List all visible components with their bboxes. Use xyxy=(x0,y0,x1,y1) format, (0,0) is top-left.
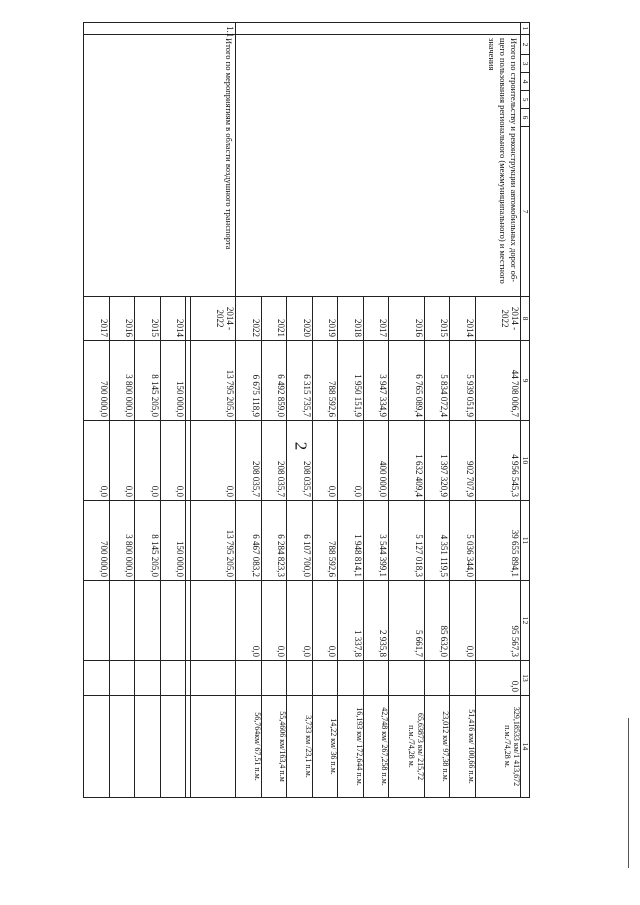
year-cell: 2019 xyxy=(312,297,338,341)
year-cell: 2016 xyxy=(389,297,424,341)
value-cell: 5 661,7 xyxy=(389,581,424,661)
section-title: Итого по строительству и реконструкции автомобильных дорог об-щего пользования регионального (межмуниципального) и местного значения xyxy=(236,35,520,297)
value-cell: 788 592,6 xyxy=(312,341,338,421)
value-cell: 3 947 334,9 xyxy=(363,341,389,421)
col-header: 1 xyxy=(520,23,529,35)
col-header: 6 xyxy=(520,109,529,127)
value-cell: 4 351 119,5 xyxy=(424,501,450,581)
value-cell: 902 707,9 xyxy=(450,421,476,501)
value-cell: 208 035,7 xyxy=(287,421,313,501)
table-row xyxy=(475,23,520,798)
col-header: 4 xyxy=(520,73,529,91)
col-header: 10 xyxy=(520,421,529,501)
period-cell: 2014 - 2022 xyxy=(191,297,236,341)
value-cell: 208 035,7 xyxy=(261,421,287,501)
value-cell: 6 467 083,2 xyxy=(236,501,262,581)
value-cell xyxy=(424,661,450,696)
value-cell: 6 284 823,3 xyxy=(261,501,287,581)
length-cell: 51,416 км/ 100,66 п.м. xyxy=(450,696,476,798)
value-cell: 0,0 xyxy=(236,581,262,661)
value-cell: 700 000,0 xyxy=(84,501,110,581)
value-cell: 0,0 xyxy=(84,421,110,501)
col-header: 8 xyxy=(520,297,529,341)
value-cell: 39 655 894,1 xyxy=(475,501,520,581)
length-cell xyxy=(191,696,236,798)
col-header: 13 xyxy=(520,661,529,696)
value-cell: 3 800 000,0 xyxy=(109,501,135,581)
value-cell xyxy=(312,661,338,696)
value-cell: 0,0 xyxy=(261,581,287,661)
value-cell: 1 950 151,9 xyxy=(338,341,364,421)
value-cell: 208 035,7 xyxy=(236,421,262,501)
length-cell: 14,22 км/ 36 п.м. xyxy=(312,696,338,798)
year-cell: 2022 xyxy=(236,297,262,341)
value-cell: 6 675 118,9 xyxy=(236,341,262,421)
section-title: Итого по мероприятиям в области воздушного транспорта xyxy=(84,35,236,297)
length-cell: 56,764км/ 67,51 п.м. xyxy=(236,696,262,798)
year-cell: 2015 xyxy=(424,297,450,341)
value-cell: 6 492 859,0 xyxy=(261,341,287,421)
value-cell: 1 632 409,4 xyxy=(389,421,424,501)
value-cell: 0,0 xyxy=(135,421,161,501)
value-cell: 4 956 545,3 xyxy=(475,421,520,501)
value-cell: 5 036 344,0 xyxy=(450,501,476,581)
value-cell: 0,0 xyxy=(312,581,338,661)
column-number-row xyxy=(520,23,529,798)
value-cell: 0,0 xyxy=(109,421,135,501)
rotated-table-container xyxy=(83,22,530,797)
value-cell: 8 145 205,0 xyxy=(135,341,161,421)
value-cell: 0,0 xyxy=(287,581,313,661)
table-row xyxy=(191,23,236,798)
value-cell: 5 834 072,4 xyxy=(424,341,450,421)
col-header: 12 xyxy=(520,581,529,661)
value-cell xyxy=(450,661,476,696)
value-cell: 6 765 089,4 xyxy=(389,341,424,421)
length-cell: 3,733 км /23,1 п.м. xyxy=(287,696,313,798)
value-cell: 0,0 xyxy=(475,661,520,696)
value-cell xyxy=(363,661,389,696)
value-cell: 0,0 xyxy=(312,421,338,501)
year-cell: 2016 xyxy=(109,297,135,341)
scan-edge-line xyxy=(628,718,629,868)
length-cell: 23,012 км/ 97,38 п.м. xyxy=(424,696,450,798)
value-cell: 1 948 814,1 xyxy=(338,501,364,581)
value-cell: 0,0 xyxy=(450,581,476,661)
value-cell: 13 795 205,0 xyxy=(191,501,236,581)
year-cell: 2021 xyxy=(261,297,287,341)
value-cell: 6 107 700,0 xyxy=(287,501,313,581)
value-cell: 5 127 018,3 xyxy=(389,501,424,581)
value-cell: 700 000,0 xyxy=(84,341,110,421)
value-cell: 150 000,0 xyxy=(160,341,186,421)
year-cell: 2017 xyxy=(363,297,389,341)
value-cell: 1 337,8 xyxy=(338,581,364,661)
value-cell: 0,0 xyxy=(160,421,186,501)
value-cell: 788 592,6 xyxy=(312,501,338,581)
col-header: 2 xyxy=(520,35,529,55)
year-cell: 2020 xyxy=(287,297,313,341)
value-cell: 3 800 000,0 xyxy=(109,341,135,421)
value-cell: 13 795 205,0 xyxy=(191,341,236,421)
value-cell: 6 315 735,7 xyxy=(287,341,313,421)
col-header: 9 xyxy=(520,341,529,421)
length-cell: 329,18533 км/1 413,672 п.м./74,28 м. xyxy=(475,696,520,798)
value-cell: 150 000,0 xyxy=(160,501,186,581)
year-cell: 2018 xyxy=(338,297,364,341)
year-cell: 2017 xyxy=(84,297,110,341)
value-cell: 3 544 399,1 xyxy=(363,501,389,581)
value-cell: 1 397 320,9 xyxy=(424,421,450,501)
value-cell: 95 567,3 xyxy=(475,581,520,661)
length-cell: 16,193 км/ 172,644 п.м. xyxy=(338,696,364,798)
length-cell: 42,748 км/ 267,258 п.м. xyxy=(363,696,389,798)
length-cell: 65,63873 км/ 215,72 п.м./74,28 м. xyxy=(389,696,424,798)
value-cell: 2 935,8 xyxy=(363,581,389,661)
value-cell xyxy=(236,661,262,696)
row-number-cell: 1.1 xyxy=(84,23,236,35)
value-cell: 0,0 xyxy=(191,421,236,501)
value-cell xyxy=(191,581,236,661)
value-cell xyxy=(389,661,424,696)
length-cell: 55,4606 км/163,4 п.м xyxy=(261,696,287,798)
year-cell: 2014 xyxy=(160,297,186,341)
value-cell: 5 939 051,9 xyxy=(450,341,476,421)
col-header: 3 xyxy=(520,55,529,73)
value-cell xyxy=(287,661,313,696)
row-number-cell xyxy=(236,23,520,35)
value-cell: 0,0 xyxy=(338,421,364,501)
period-cell: 2014 - 2022 xyxy=(475,297,520,341)
page-number: 2 xyxy=(291,441,311,451)
year-cell: 2015 xyxy=(135,297,161,341)
col-header: 11 xyxy=(520,501,529,581)
value-cell: 400 000,0 xyxy=(363,421,389,501)
budget-table xyxy=(83,22,530,798)
value-cell xyxy=(191,661,236,696)
value-cell: 85 632,0 xyxy=(424,581,450,661)
value-cell xyxy=(261,661,287,696)
value-cell xyxy=(338,661,364,696)
col-header: 7 xyxy=(520,127,529,297)
year-cell: 2014 xyxy=(450,297,476,341)
value-cell: 8 145 205,0 xyxy=(135,501,161,581)
value-cell: 44 708 006,7 xyxy=(475,341,520,421)
col-header: 5 xyxy=(520,91,529,109)
col-header: 14 xyxy=(520,696,529,798)
